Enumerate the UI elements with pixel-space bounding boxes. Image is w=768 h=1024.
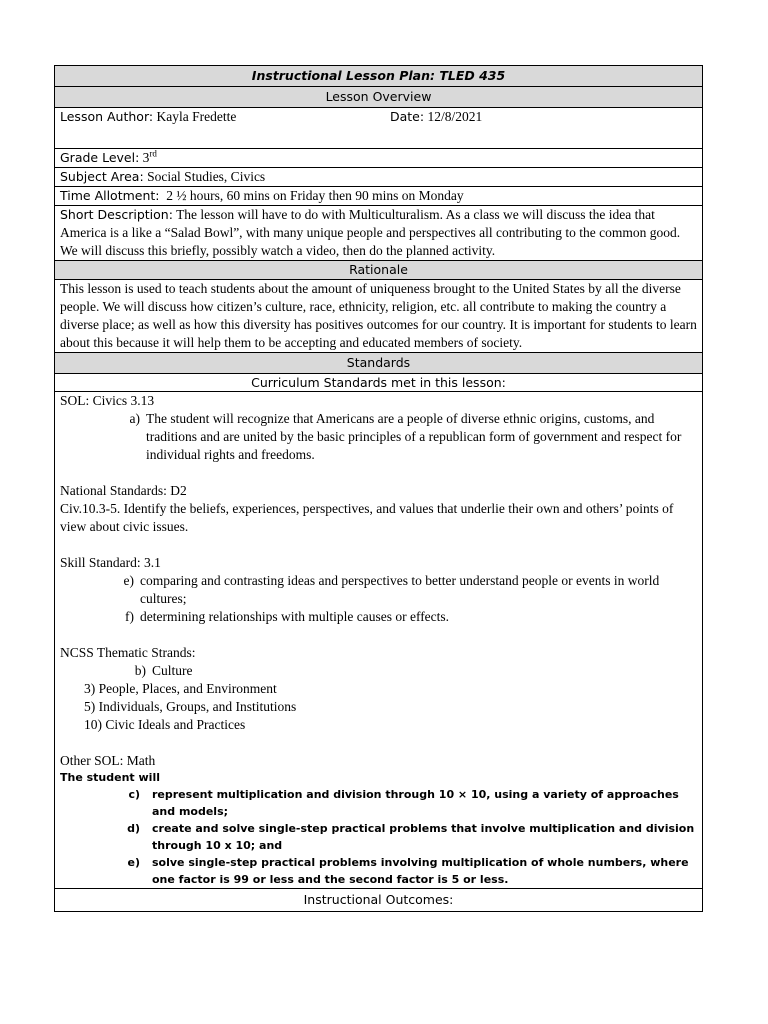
rationale-text: This lesson is used to teach students about the amount of uniqueness brought to the United States by all the diverse people. We will discuss how citizen’s culture, race, ethnicity, religion, etc. all contribute to making the country a diverse place; as well as how this diversity has positives outcomes for our country. It is important for students to learn about this because it will help them to be accepting and educated members of society.	[55, 280, 703, 353]
grade-label: Grade Level:	[60, 150, 140, 165]
lesson-plan-table	[54, 65, 703, 912]
time-label: Time Allotment:	[60, 188, 160, 203]
list-marker: e)	[127, 856, 140, 869]
document-title: Instructional Lesson Plan: TLED 435	[55, 66, 703, 87]
ncss-sub-item	[60, 662, 697, 680]
ncss-strand: 5) Individuals, Groups, and Institutions	[84, 699, 297, 714]
lesson-overview-header: Lesson Overview	[55, 87, 703, 108]
date-value: 12/8/2021	[427, 109, 483, 124]
list-item-text: comparing and contrasting ideas and perspectives to better understand people or events in world cultures;	[140, 573, 660, 606]
author-label: Lesson Author:	[60, 109, 154, 124]
author-value: Kayla Fredette	[156, 109, 237, 124]
date-label: Date:	[390, 109, 425, 124]
list-marker: d)	[127, 822, 140, 835]
rationale-header: Rationale	[55, 261, 703, 280]
math-item	[60, 820, 697, 854]
subject-value: Social Studies, Civics	[147, 169, 266, 184]
description-value: The lesson will have to do with Multiculturalism. As a class we will discuss the idea that America is a like a “Salad Bowl”, with many unique people and perspectives all contributing to the common good. We will discuss this briefly, possibly watch a video, then do the planned activity.	[60, 207, 681, 258]
grade-row	[55, 149, 703, 168]
list-marker: b)	[134, 663, 146, 678]
list-item-text: represent multiplication and division through 10 × 10, using a variety of approaches and models;	[152, 788, 679, 818]
description-row	[55, 206, 703, 261]
curriculum-header: Curriculum Standards met in this lesson:	[55, 374, 703, 392]
author-row	[55, 108, 703, 149]
date-field	[390, 108, 482, 126]
ncss-title: NCSS Thematic Strands:	[60, 645, 196, 660]
standards-header: Standards	[55, 353, 703, 374]
list-item-text: solve single-step practical problems involving multiplication of whole numbers, where one factor is 99 or less and the second factor is 5 or less.	[152, 856, 689, 886]
standards-body	[55, 392, 703, 889]
list-item-text: determining relationships with multiple causes or effects.	[140, 609, 450, 624]
national-standards-title: National Standards: D2	[60, 483, 187, 498]
math-lead: The student will	[60, 771, 160, 784]
ncss-strand: 3) People, Places, and Environment	[84, 681, 277, 696]
list-item-text: create and solve single-step practical problems that involve multiplication and division through 10 x 10; and	[152, 822, 695, 852]
sol-civics-title: SOL: Civics 3.13	[60, 393, 155, 408]
subject-label: Subject Area:	[60, 169, 144, 184]
time-value: 2 ½ hours, 60 mins on Friday then 90 mins on Monday	[166, 188, 464, 203]
national-standards-text: Civ.10.3-5. Identify the beliefs, experiences, perspectives, and values that underlie their own and others’ points of view about civic issues.	[60, 501, 674, 534]
list-marker: c)	[128, 788, 140, 801]
math-item	[60, 786, 697, 820]
time-row	[55, 187, 703, 206]
list-item-text: Culture	[152, 663, 193, 678]
sol-civics-item	[60, 410, 697, 464]
description-label: Short Description:	[60, 207, 173, 222]
lesson-plan-page	[54, 65, 703, 912]
list-marker: f)	[125, 609, 134, 624]
list-marker: e)	[123, 573, 134, 588]
list-marker: a)	[129, 411, 140, 426]
math-item	[60, 854, 697, 888]
skill-item	[60, 608, 697, 626]
skill-standard-title: Skill Standard: 3.1	[60, 555, 161, 570]
list-item-text: The student will recognize that Americans are a people of diverse ethnic origins, customs, and traditions and are united by the basic principles of a republican form of government and respect for individual rights and freedoms.	[146, 411, 682, 462]
math-sol-title: Other SOL: Math	[60, 753, 156, 768]
subject-row	[55, 168, 703, 187]
skill-item	[60, 572, 697, 608]
grade-suffix: rd	[149, 148, 157, 159]
instructional-outcomes-header: Instructional Outcomes:	[55, 889, 703, 912]
ncss-strand: 10) Civic Ideals and Practices	[84, 717, 246, 732]
grade-value: 3	[142, 150, 150, 165]
